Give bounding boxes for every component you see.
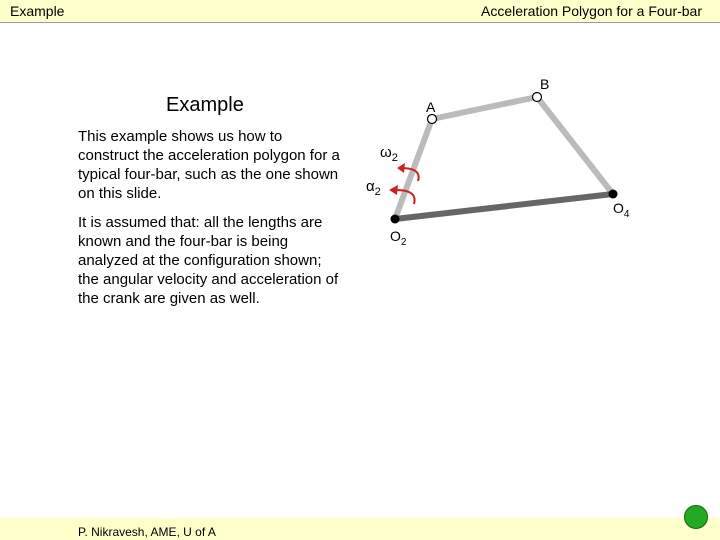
header-section-title: Example (10, 3, 65, 19)
label-o4: $O_4$ (613, 200, 630, 220)
joint-a (428, 115, 437, 124)
next-slide-button[interactable] (684, 505, 708, 529)
label-b: B (540, 76, 550, 92)
pivot-o4 (609, 190, 618, 199)
link-rocker-b-o4 (537, 97, 613, 194)
link-coupler-a-b (432, 97, 537, 119)
paragraph-intro: This example shows us how to construct the acceleration polygon for a typical four-bar, such as the one shown on this slide. (78, 128, 340, 202)
pivot-o2 (391, 215, 400, 224)
label-o2: $O_2$ (390, 228, 407, 248)
header-slide-title: Acceleration Polygon for a Four-bar (481, 3, 702, 19)
footer-credit: P. Nikravesh, AME, U of A (78, 525, 216, 539)
ground-link-o2-o4 (395, 194, 613, 219)
joint-b (533, 93, 542, 102)
label-a: A (426, 99, 436, 115)
slide-title: Example (166, 94, 244, 116)
paragraph-assumptions: It is assumed that: all the lengths are known and the four-bar is being analyzed at the configuration shown; the angular velocity and acceleration of the crank are given as well. (78, 214, 339, 307)
angular-acceleration-arrowhead (389, 185, 398, 195)
angular-velocity-arrowhead (397, 163, 405, 173)
label-omega-2: $\omega_2$ (380, 144, 398, 164)
label-alpha-2: $\alpha_2$ (366, 178, 381, 198)
